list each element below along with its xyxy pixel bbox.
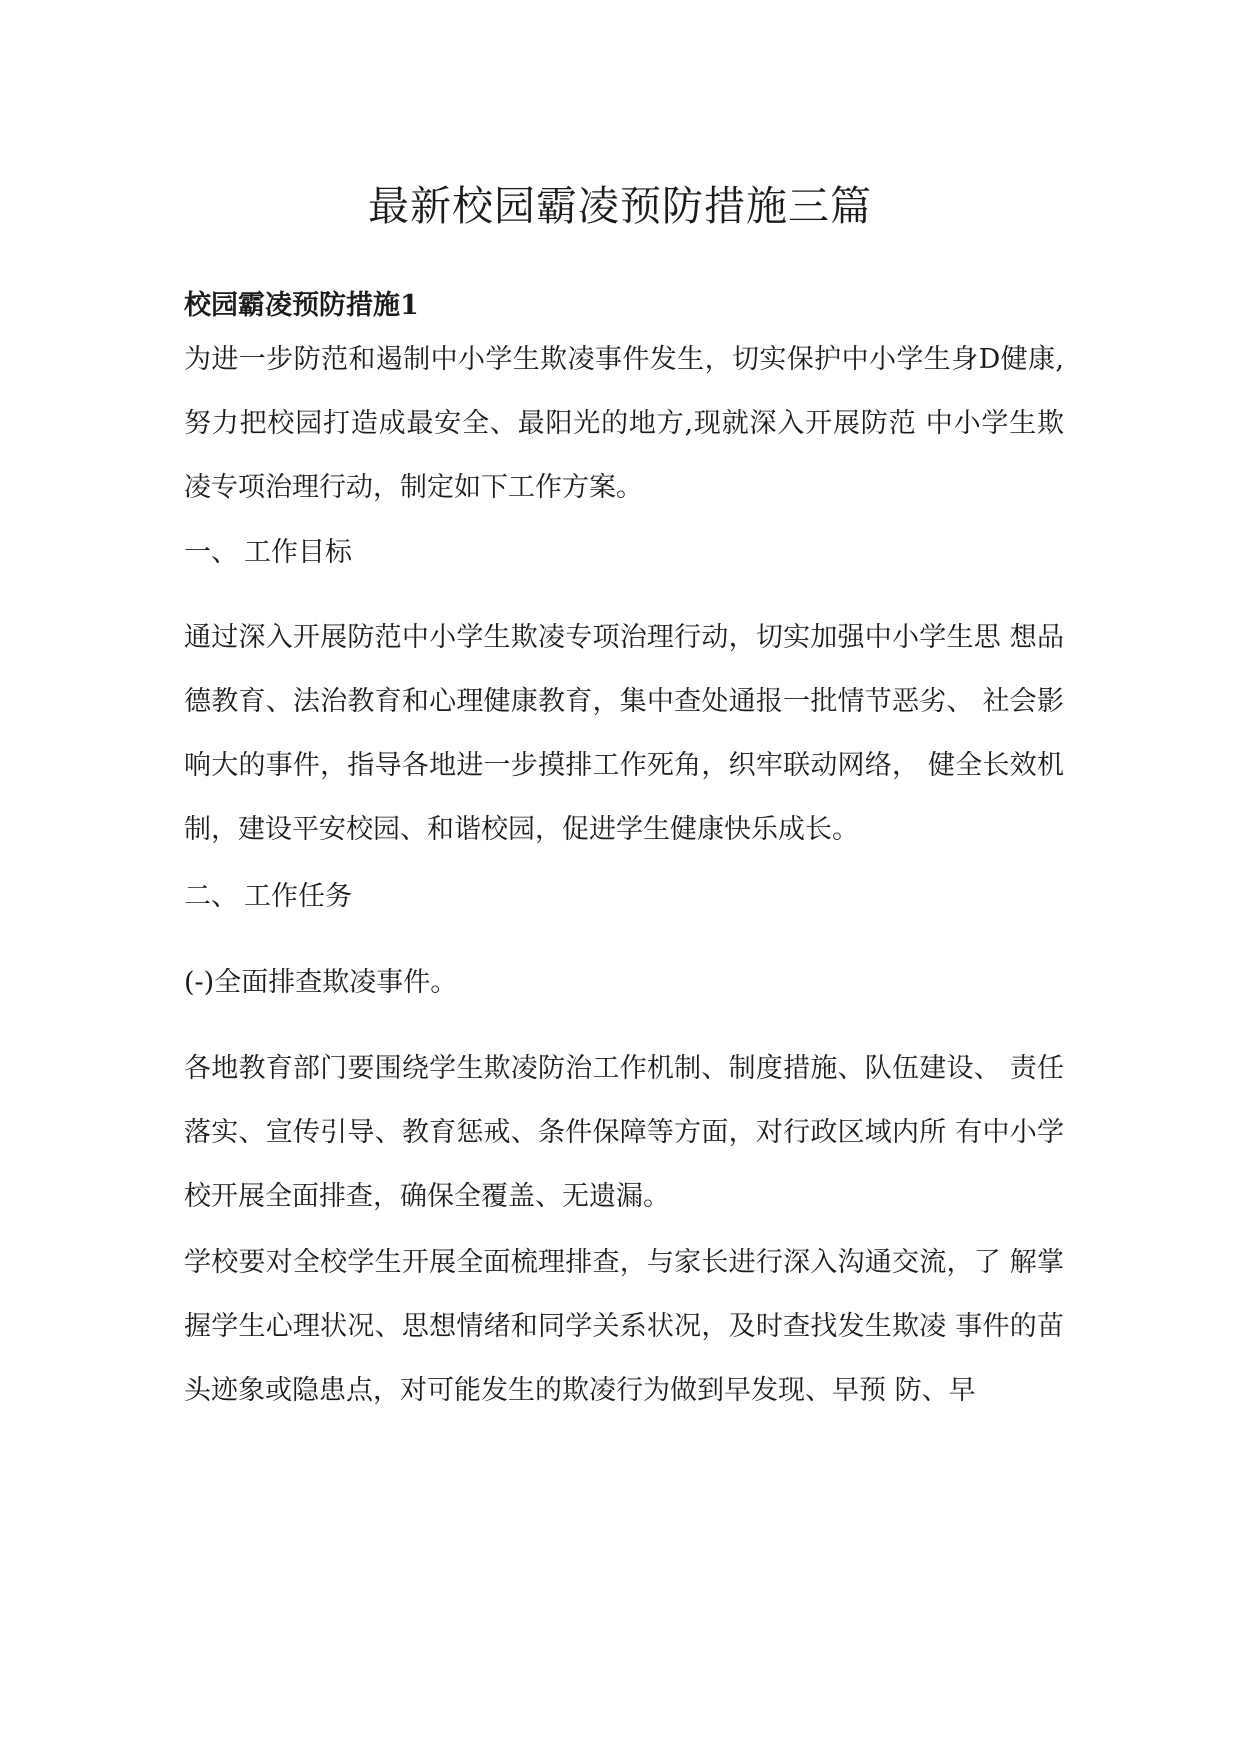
- intro-paragraph: 为进一步防范和遏制中小学生欺凌事件发生，切实保护中小学生身D健康,努力把校园打造成最安全、最阳光的地方,现就深入开展防范 中小学生欺凌专项治理行动，制定如下工作方案。: [184, 344, 1064, 503]
- section-heading: 校园霸凌预防措施1: [184, 290, 419, 321]
- part2-heading: [184, 877, 352, 917]
- part1-number: 一、: [184, 537, 238, 568]
- subsection1-paragraph1: 各地教育部门要围绕学生欺凌防治工作机制、制度措施、队伍建设、 责任落实、宣传引导、教育惩戒、条件保障等方面，对行政区域内所 有中小学校开展全面排查，确保全覆盖、无遗漏。: [184, 1053, 1064, 1212]
- part1-paragraph: 通过深入开展防范中小学生欺凌专项治理行动，切实加强中小学生思 想品德教育、法治教育和心理健康教育，集中查处通报一批情节恶劣、 社会影响大的事件，指导各地进一步摸排工作死角，织牢联动网络， 健全长效机制，建设平安校园、和谐校园，促进学生健康快乐成长。: [184, 622, 1064, 845]
- subsection1-title: (-)全面排查欺凌事件。: [184, 967, 458, 998]
- part1-heading: [184, 533, 352, 573]
- part1-title: 工作目标: [244, 537, 352, 568]
- part2-number: 二、: [184, 881, 238, 912]
- part2-title: 工作任务: [244, 881, 352, 912]
- document-title: 最新校园霸凌预防措施三篇: [368, 182, 872, 230]
- subsection1-paragraph2: 学校要对全校学生开展全面梳理排查，与家长进行深入沟通交流，了 解掌握学生心理状况、思想情绪和同学关系状况，及时查找发生欺凌 事件的苗头迹象或隐患点，对可能发生的欺凌行为做到早发现、早预 防、早: [184, 1247, 1064, 1406]
